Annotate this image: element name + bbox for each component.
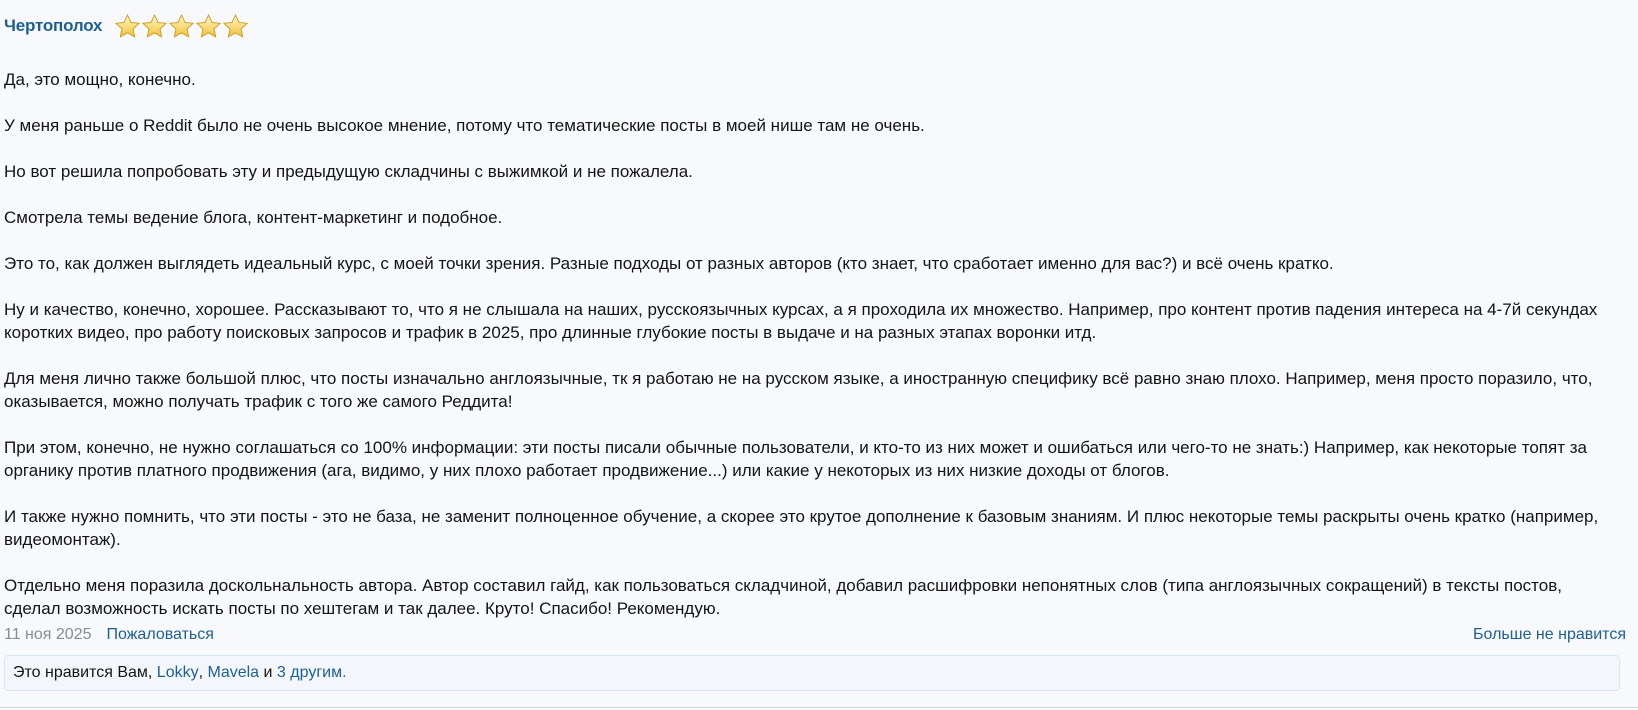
post-paragraph: У меня раньше о Reddit было не очень высокое мнение, потому что тематические посты в моей нише там не очень. [4,116,925,135]
report-link[interactable]: Пожаловаться [106,626,214,643]
post-paragraph: Да, это мощно, конечно. [4,70,196,89]
likes-others-link[interactable]: 3 другим. [276,664,347,681]
unlike-link[interactable]: Больше не нравится [1473,626,1626,643]
post-paragraph: При этом, конечно, не нужно соглашаться со 100% информации: эти посты писали обычные пользователи, и кто-то из них может и ошибаться или чего-то не знать:) Например, как некоторые топят за органику против платного продвижения (ага, видимо, у них плохо работает продвижение...) или какие у некоторых из них низкие доходы от блогов. [4,438,1587,480]
rating-stars [114,13,249,40]
star-icon [195,13,222,40]
post-paragraph: Это то, как должен выглядеть идеальный курс, с моей точки зрения. Разные подходы от разных авторов (кто знает, что сработает именно для вас?) и всё очень кратко. [4,254,1334,273]
star-icon [114,13,141,40]
star-icon [168,13,195,40]
post-paragraph: Для меня лично также большой плюс, что посты изначально англоязычные, тк я работаю не на русском языке, а иностранную специфику всё равно знаю плохо. Например, меня просто поразило, что, оказывается, можно получать трафик с того же самого Реддита! [4,369,1593,411]
likes-separator: , [198,664,204,681]
post-header [4,10,1626,42]
author-name-link[interactable]: Чертополох [4,16,103,35]
liker-link-mavela[interactable]: Mavela [207,664,260,681]
post-paragraph: Ну и качество, конечно, хорошее. Рассказывают то, что я не слышала на наших, русскоязычных курсах, а я проходила их множество. Например, про контент против падения интереса на 4-7й секундах коротких видео, про работу поисковых запросов и трафик в 2025, про длинные глубокие посты в выдаче и на разных этапах воронки итд. [4,300,1598,342]
star-icon [141,13,168,40]
post-date: 11 ноя 2025 [4,626,92,643]
post-body [4,68,1616,620]
likes-conjunction: и [263,664,273,681]
star-icon [222,13,249,40]
post-paragraph: И также нужно помнить, что эти посты - это не база, не заменит полноценное обучение, а скорее это крутое дополнение к базовым знаниям. И плюс некоторые темы раскрыты очень кратко (например, видеомонтаж). [4,507,1599,549]
post-paragraph: Но вот решила попробовать эту и предыдущую складчины с выжимкой и не пожалела. [4,162,693,181]
post-paragraph: Отдельно меня поразила доскольнальность автора. Автор составил гайд, как пользоваться складчиной, добавил расшифровки непонятных слов (типа англоязычных сокращений) в тексты постов, сделал возможность искать посты по хештегам и так далее. Круто! Спасибо! Рекомендую. [4,576,1562,618]
likes-summary [4,655,1620,691]
post-paragraph: Смотрела темы ведение блога, контент-маркетинг и подобное. [4,208,503,227]
divider [0,707,1638,708]
likes-prefix: Это нравится Вам, [13,664,153,681]
liker-link-lokky[interactable]: Lokky [156,664,199,681]
forum-post [4,10,1626,620]
post-meta [4,626,1626,644]
